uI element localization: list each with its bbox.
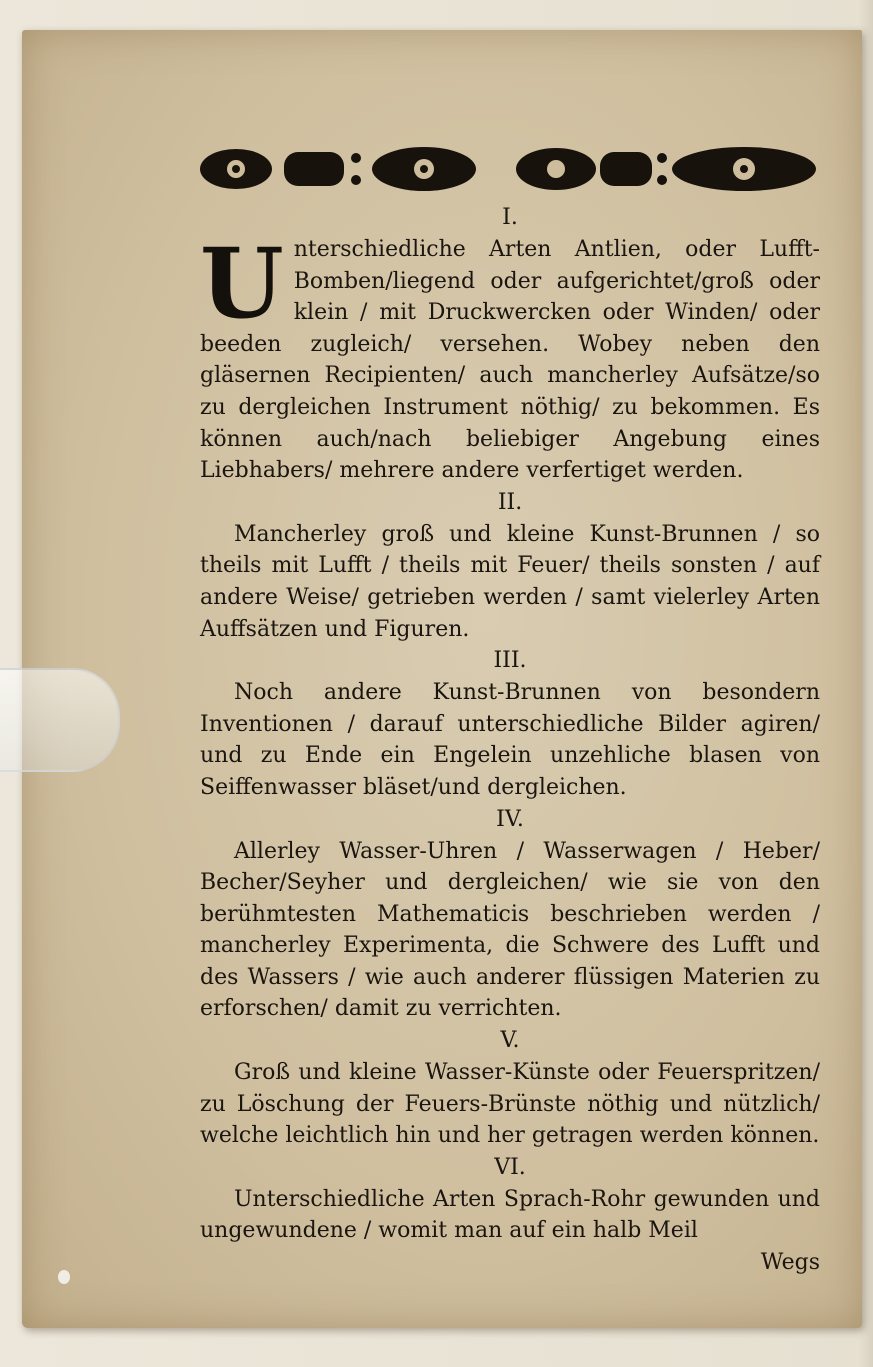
section-numeral: IV. <box>496 806 524 832</box>
ornament-flower-icon <box>372 147 476 191</box>
section-text: nterschiedliche Arten Antlien, oder Lufft-Bomben/liegend oder aufgerichtet/groß oder klein / mit Druckwercken oder Winden/ oder beeden zugleich/ versehen. Wobey neben den gläsernen Recipienten/ auch mancherley Aufsätze/so zu dergleichen Instrument nöthig/ zu bekommen. Es können auch/nach beliebiger Angebung eines Liebhabers/ mehrere andere verfertiget werden. <box>200 237 820 484</box>
section-text: Allerley Wasser-Uhren / Wasserwagen / Heber/ Becher/Seyher und dergleichen/ wie sie von den berühmtesten Mathematicis beschrieben werden / mancherley Experimenta, die Schwere des Lufft und des Wassers / wie auch anderer flüssigen Materien zu erforschen/ damit zu verrichten. <box>200 838 820 1022</box>
ornament-flower-icon <box>516 148 596 190</box>
catchword: Wegs <box>760 1250 820 1276</box>
section-text: Unterschiedliche Arten Sprach-Rohr gewunden und ungewundene / womit man auf ein halb Meil <box>200 1186 820 1244</box>
section-text: Mancherley groß und kleine Kunst-Brunnen / so theils mit Lufft / theils mit Feuer/ theils sonsten / auf andere Weise/ getrieben werden / samt vielerley Arten Auffsätzen und Figuren. <box>200 521 820 642</box>
ornament-icon <box>196 140 820 198</box>
section-text: Noch andere Kunst-Brunnen von besondern Inventionen / darauf unterschiedliche Bilder agiren/ und zu Ende ein Engelein unzehliche blasen von Seiffenwasser bläset/und dergleichen. <box>200 680 820 800</box>
section-numeral: V. <box>500 1028 520 1054</box>
ornament-flower-icon <box>672 147 816 191</box>
section-numeral: III. <box>493 648 527 674</box>
ornament-flower-icon <box>200 149 272 189</box>
ornament-band <box>196 140 820 198</box>
section-numeral: I. <box>502 205 518 230</box>
paper-hole <box>58 1270 70 1284</box>
plastic-clip <box>0 668 120 772</box>
section-numeral: II. <box>497 489 523 515</box>
section-text: Groß und kleine Wasser-Künste oder Feuerspritzen/ zu Löschung der Feuers-Brünste nöthig und nützlich/ welche leichtlich hin und her getragen werden können. <box>200 1060 820 1149</box>
section-numeral: VI. <box>494 1154 526 1180</box>
main-text <box>200 202 820 1279</box>
drop-cap: U <box>200 227 284 340</box>
